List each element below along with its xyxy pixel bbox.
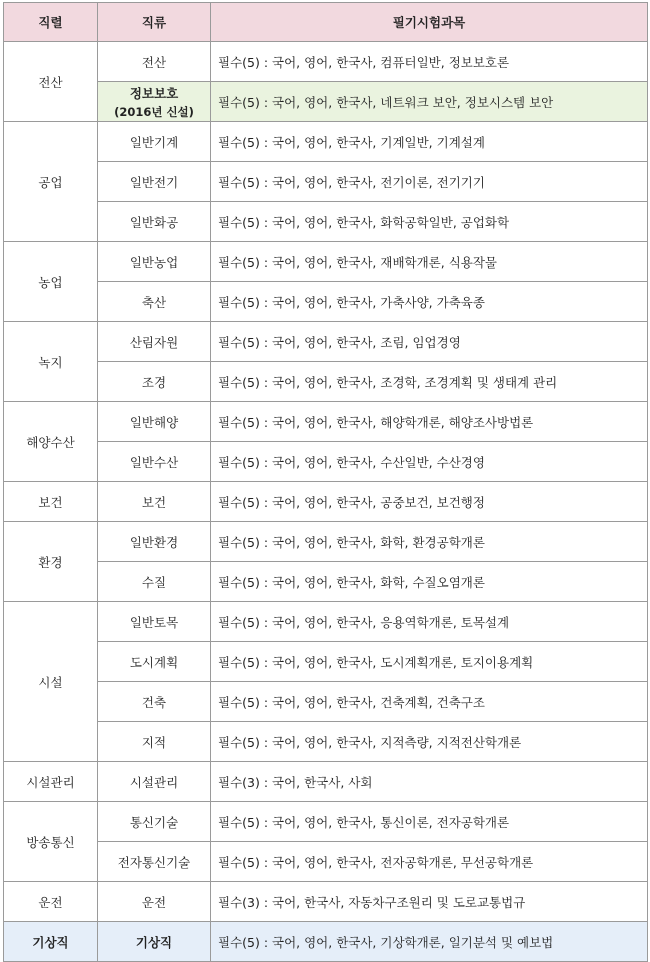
table-row <box>4 282 648 322</box>
group-cell: 환경 <box>4 522 98 602</box>
subjects-cell: 필수(3) : 국어, 한국사, 사회 <box>211 762 648 802</box>
subjects-cell: 필수(5) : 국어, 영어, 한국사, 화학공학일반, 공업화학 <box>211 202 648 242</box>
table-row <box>4 202 648 242</box>
table-header-row <box>4 3 648 42</box>
subjects-cell: 필수(5) : 국어, 영어, 한국사, 기상학개론, 일기분석 및 예보법 <box>211 922 648 962</box>
table-row <box>4 442 648 482</box>
subjects-cell: 필수(5) : 국어, 영어, 한국사, 화학, 수질오염개론 <box>211 562 648 602</box>
subjects-cell: 필수(5) : 국어, 영어, 한국사, 조림, 임업경영 <box>211 322 648 362</box>
exam-subjects-table <box>3 2 648 962</box>
group-cell: 운전 <box>4 882 98 922</box>
table-row <box>4 42 648 82</box>
group-cell: 보건 <box>4 482 98 522</box>
table-row <box>4 602 648 642</box>
subjects-cell: 필수(5) : 국어, 영어, 한국사, 해양학개론, 해양조사방법론 <box>211 402 648 442</box>
job-cell: 통신기술 <box>98 802 211 842</box>
subjects-cell: 필수(5) : 국어, 영어, 한국사, 공중보건, 보건행정 <box>211 482 648 522</box>
subjects-cell: 필수(5) : 국어, 영어, 한국사, 도시계획개론, 토지이용계획 <box>211 642 648 682</box>
subjects-cell: 필수(5) : 국어, 영어, 한국사, 기계일반, 기계설계 <box>211 122 648 162</box>
subjects-cell: 필수(5) : 국어, 영어, 한국사, 전기이론, 전기기기 <box>211 162 648 202</box>
subjects-cell: 필수(5) : 국어, 영어, 한국사, 가축사양, 가축육종 <box>211 282 648 322</box>
job-cell: 일반화공 <box>98 202 211 242</box>
job-cell <box>98 82 211 122</box>
group-cell: 해양수산 <box>4 402 98 482</box>
table-row <box>4 362 648 402</box>
subjects-cell: 필수(5) : 국어, 영어, 한국사, 컴퓨터일반, 정보보호론 <box>211 42 648 82</box>
header-group: 직렬 <box>4 3 98 42</box>
subjects-cell: 필수(5) : 국어, 영어, 한국사, 전자공학개론, 무선공학개론 <box>211 842 648 882</box>
table-row <box>4 122 648 162</box>
job-cell: 일반기계 <box>98 122 211 162</box>
subjects-cell: 필수(5) : 국어, 영어, 한국사, 화학, 환경공학개론 <box>211 522 648 562</box>
group-cell: 녹지 <box>4 322 98 402</box>
table-row <box>4 402 648 442</box>
group-cell: 기상직 <box>4 922 98 962</box>
table-row <box>4 242 648 282</box>
subjects-cell: 필수(5) : 국어, 영어, 한국사, 지적측량, 지적전산학개론 <box>211 722 648 762</box>
job-cell: 수질 <box>98 562 211 602</box>
group-cell: 전산 <box>4 42 98 122</box>
subjects-cell: 필수(5) : 국어, 영어, 한국사, 통신이론, 전자공학개론 <box>211 802 648 842</box>
table-row <box>4 162 648 202</box>
job-cell: 일반전기 <box>98 162 211 202</box>
job-note: (2016년 신설) <box>114 104 194 119</box>
job-cell: 시설관리 <box>98 762 211 802</box>
job-cell: 조경 <box>98 362 211 402</box>
table-row <box>4 842 648 882</box>
table-row <box>4 522 648 562</box>
subjects-cell: 필수(3) : 국어, 한국사, 자동차구조원리 및 도로교통법규 <box>211 882 648 922</box>
subjects-cell: 필수(5) : 국어, 영어, 한국사, 네트워크 보안, 정보시스템 보안 <box>211 82 648 122</box>
table-row <box>4 322 648 362</box>
job-cell: 도시계획 <box>98 642 211 682</box>
group-cell: 농업 <box>4 242 98 322</box>
job-cell: 지적 <box>98 722 211 762</box>
job-name: 정보보호 <box>129 85 179 101</box>
job-cell: 보건 <box>98 482 211 522</box>
job-cell: 일반농업 <box>98 242 211 282</box>
table-row <box>4 762 648 802</box>
table-row <box>4 682 648 722</box>
subjects-cell: 필수(5) : 국어, 영어, 한국사, 수산일반, 수산경영 <box>211 442 648 482</box>
group-cell: 공업 <box>4 122 98 242</box>
table-row <box>4 642 648 682</box>
header-job: 직류 <box>98 3 211 42</box>
group-cell: 시설 <box>4 602 98 762</box>
table-row <box>4 802 648 842</box>
group-cell: 방송통신 <box>4 802 98 882</box>
subjects-cell: 필수(5) : 국어, 영어, 한국사, 응용역학개론, 토목설계 <box>211 602 648 642</box>
job-cell: 전산 <box>98 42 211 82</box>
table-row <box>4 722 648 762</box>
job-cell: 운전 <box>98 882 211 922</box>
table-row-new <box>4 82 648 122</box>
job-cell: 일반해양 <box>98 402 211 442</box>
job-cell: 건축 <box>98 682 211 722</box>
table-row <box>4 482 648 522</box>
job-cell: 일반환경 <box>98 522 211 562</box>
job-cell: 축산 <box>98 282 211 322</box>
job-cell: 전자통신기술 <box>98 842 211 882</box>
subjects-cell: 필수(5) : 국어, 영어, 한국사, 건축계획, 건축구조 <box>211 682 648 722</box>
job-cell: 일반토목 <box>98 602 211 642</box>
job-cell: 산림자원 <box>98 322 211 362</box>
job-cell: 기상직 <box>98 922 211 962</box>
table-row <box>4 882 648 922</box>
subjects-cell: 필수(5) : 국어, 영어, 한국사, 조경학, 조경계획 및 생태계 관리 <box>211 362 648 402</box>
subjects-cell: 필수(5) : 국어, 영어, 한국사, 재배학개론, 식용작물 <box>211 242 648 282</box>
job-cell: 일반수산 <box>98 442 211 482</box>
header-subjects: 필기시험과목 <box>211 3 648 42</box>
table-row <box>4 562 648 602</box>
group-cell: 시설관리 <box>4 762 98 802</box>
